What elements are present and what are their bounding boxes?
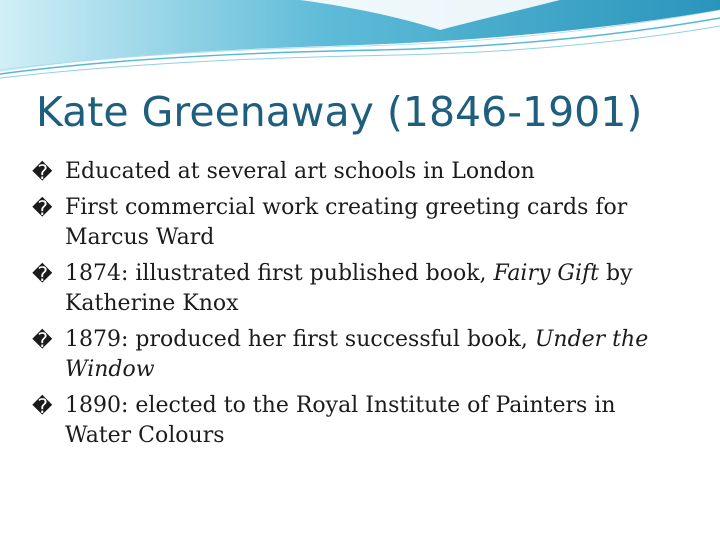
bullet-text: 1874: illustrated first published book, [65, 261, 494, 286]
bullet-text: 1879: produced her first successful book, [65, 327, 535, 352]
book-title-under-the-window: Under the Window [65, 327, 649, 382]
bullet-item [32, 157, 672, 187]
bullet-list [32, 157, 672, 457]
slide-title: Kate Greenaway (1846-1901) [36, 88, 643, 136]
header-wave-decoration [0, 0, 720, 90]
bullet-marker-icon: � [32, 328, 53, 352]
bullet-text: Educated at several art schools in London [65, 159, 535, 184]
bullet-item [32, 193, 672, 253]
bullet-marker-icon: � [32, 262, 53, 286]
bullet-item [32, 391, 672, 451]
book-title-fairy-gift: Fairy Gift [493, 261, 600, 286]
bullet-item [32, 259, 672, 319]
bullet-text: 1890: elected to the Royal Institute of Painters in Water Colours [65, 393, 616, 448]
bullet-marker-icon: � [32, 394, 53, 418]
bullet-marker-icon: � [32, 160, 53, 184]
bullet-text: by Katherine Knox [65, 261, 633, 316]
wave-band-top [0, 0, 720, 72]
bullet-text: First commercial work creating greeting cards for Marcus Ward [65, 195, 628, 250]
bullet-marker-icon: � [32, 196, 53, 220]
bullet-item [32, 325, 672, 385]
